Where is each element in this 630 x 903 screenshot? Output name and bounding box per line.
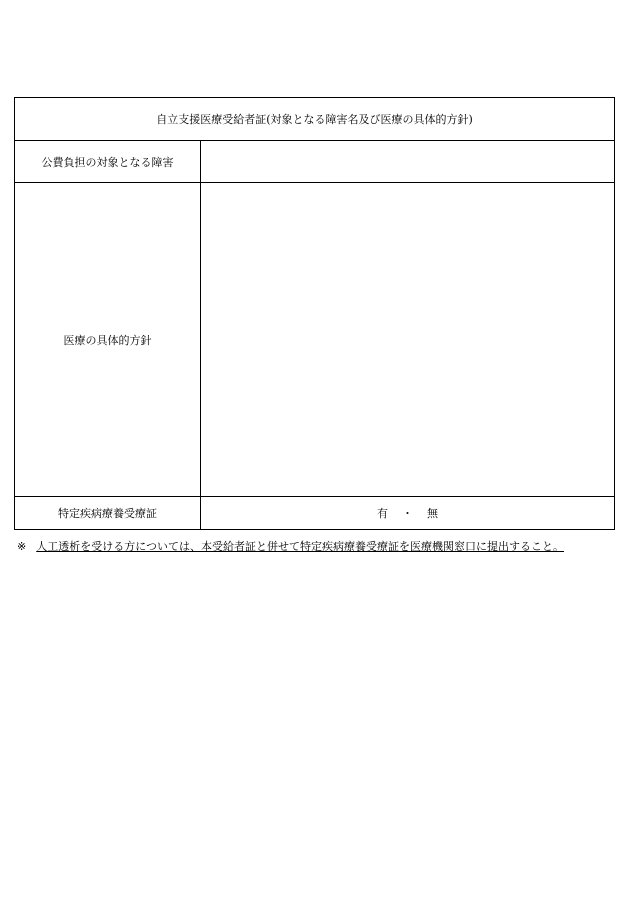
certificate-form-table <box>14 97 615 530</box>
target-disorder-label: 公費負担の対象となる障害 <box>15 141 201 183</box>
option-no[interactable]: 無 <box>427 507 438 520</box>
form-title: 自立支援医療受給者証(対象となる障害名及び医療の具体的方針) <box>15 98 615 141</box>
treatment-policy-label: 医療の具体的方針 <box>15 183 201 497</box>
specific-disease-cert-label: 特定疾病療養受療証 <box>15 497 201 530</box>
specific-disease-cert-options <box>201 497 615 530</box>
treatment-policy-field[interactable] <box>201 183 615 497</box>
option-separator: ・ <box>402 507 413 520</box>
note-text: 人工透析を受ける方については、本受給者証と併せて特定疾病療養受療証を医療機関窓口に提出すること。 <box>36 540 564 553</box>
note-mark: ※ <box>17 540 27 553</box>
target-disorder-field[interactable] <box>201 141 615 183</box>
option-yes[interactable]: 有 <box>377 507 388 520</box>
footnote <box>17 538 564 554</box>
